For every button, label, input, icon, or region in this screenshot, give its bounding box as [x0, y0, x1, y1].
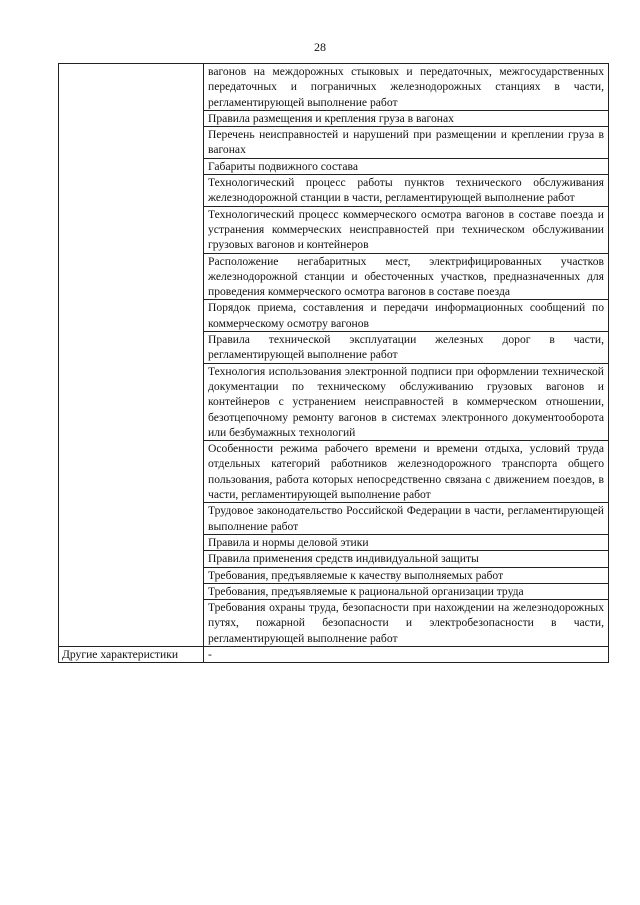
- requirements-table: [58, 63, 609, 663]
- knowledge-item: Габариты подвижного состава: [204, 158, 609, 174]
- knowledge-label-cell: [59, 64, 204, 647]
- other-characteristics-value: -: [204, 646, 609, 662]
- knowledge-item: Требования охраны труда, безопасности при нахождении на железнодорожных путях, пожарной безопасности и электробезопасности в части, регламентирующей выполнение работ: [204, 600, 609, 647]
- knowledge-item: Технологический процесс работы пунктов технического обслуживания железнодорожной станции в части, регламентирующей выполнение работ: [204, 175, 609, 207]
- table-row: [59, 64, 609, 111]
- knowledge-item: Особенности режима рабочего времени и времени отдыха, условий труда отдельных категорий работников железнодорожного транспорта общего пользования, работа которых непосредственно связана с движением поездов, в части, регламентирующей выполнение работ: [204, 441, 609, 503]
- knowledge-item: Перечень неисправностей и нарушений при размещении и креплении груза в вагонах: [204, 127, 609, 159]
- knowledge-item: Требования, предъявляемые к качеству выполняемых работ: [204, 567, 609, 583]
- knowledge-item: Технологический процесс коммерческого осмотра вагонов в составе поезда и устранения коммерческих неисправностей при техническом обслуживании грузовых вагонов и контейнеров: [204, 206, 609, 253]
- knowledge-item: Трудовое законодательство Российской Федерации в части, регламентирующей выполнение работ: [204, 503, 609, 535]
- knowledge-item: Правила и нормы деловой этики: [204, 534, 609, 550]
- knowledge-item: Технология использования электронной подписи при оформлении технической документации по техническому обслуживанию грузовых вагонов и контейнеров с устранением неисправностей в коммерческом отношении, безотцепочному ремонту вагонов в системах электронного документооборота или безбумажных технологий: [204, 363, 609, 440]
- other-characteristics-label: Другие характеристики: [59, 646, 204, 662]
- knowledge-item: Правила размещения и крепления груза в вагонах: [204, 110, 609, 126]
- knowledge-item: Правила технической эксплуатации железных дорог в части, регламентирующей выполнение работ: [204, 332, 609, 364]
- knowledge-item: вагонов на междорожных стыковых и передаточных, межгосударственных передаточных и пограничных железнодорожных станциях в части, регламентирующей выполнение работ: [204, 64, 609, 111]
- knowledge-item: Требования, предъявляемые к рациональной организации труда: [204, 583, 609, 599]
- page-number: 28: [314, 40, 326, 54]
- knowledge-item: Расположение негабаритных мест, электрифицированных участков железнодорожной станции и обесточенных участков, предназначенных для проведения коммерческого осмотра вагонов в составе поезда: [204, 253, 609, 300]
- other-characteristics-row: [59, 646, 609, 662]
- knowledge-item: Порядок приема, составления и передачи информационных сообщений по коммерческому осмотру вагонов: [204, 300, 609, 332]
- knowledge-item: Правила применения средств индивидуальной защиты: [204, 551, 609, 567]
